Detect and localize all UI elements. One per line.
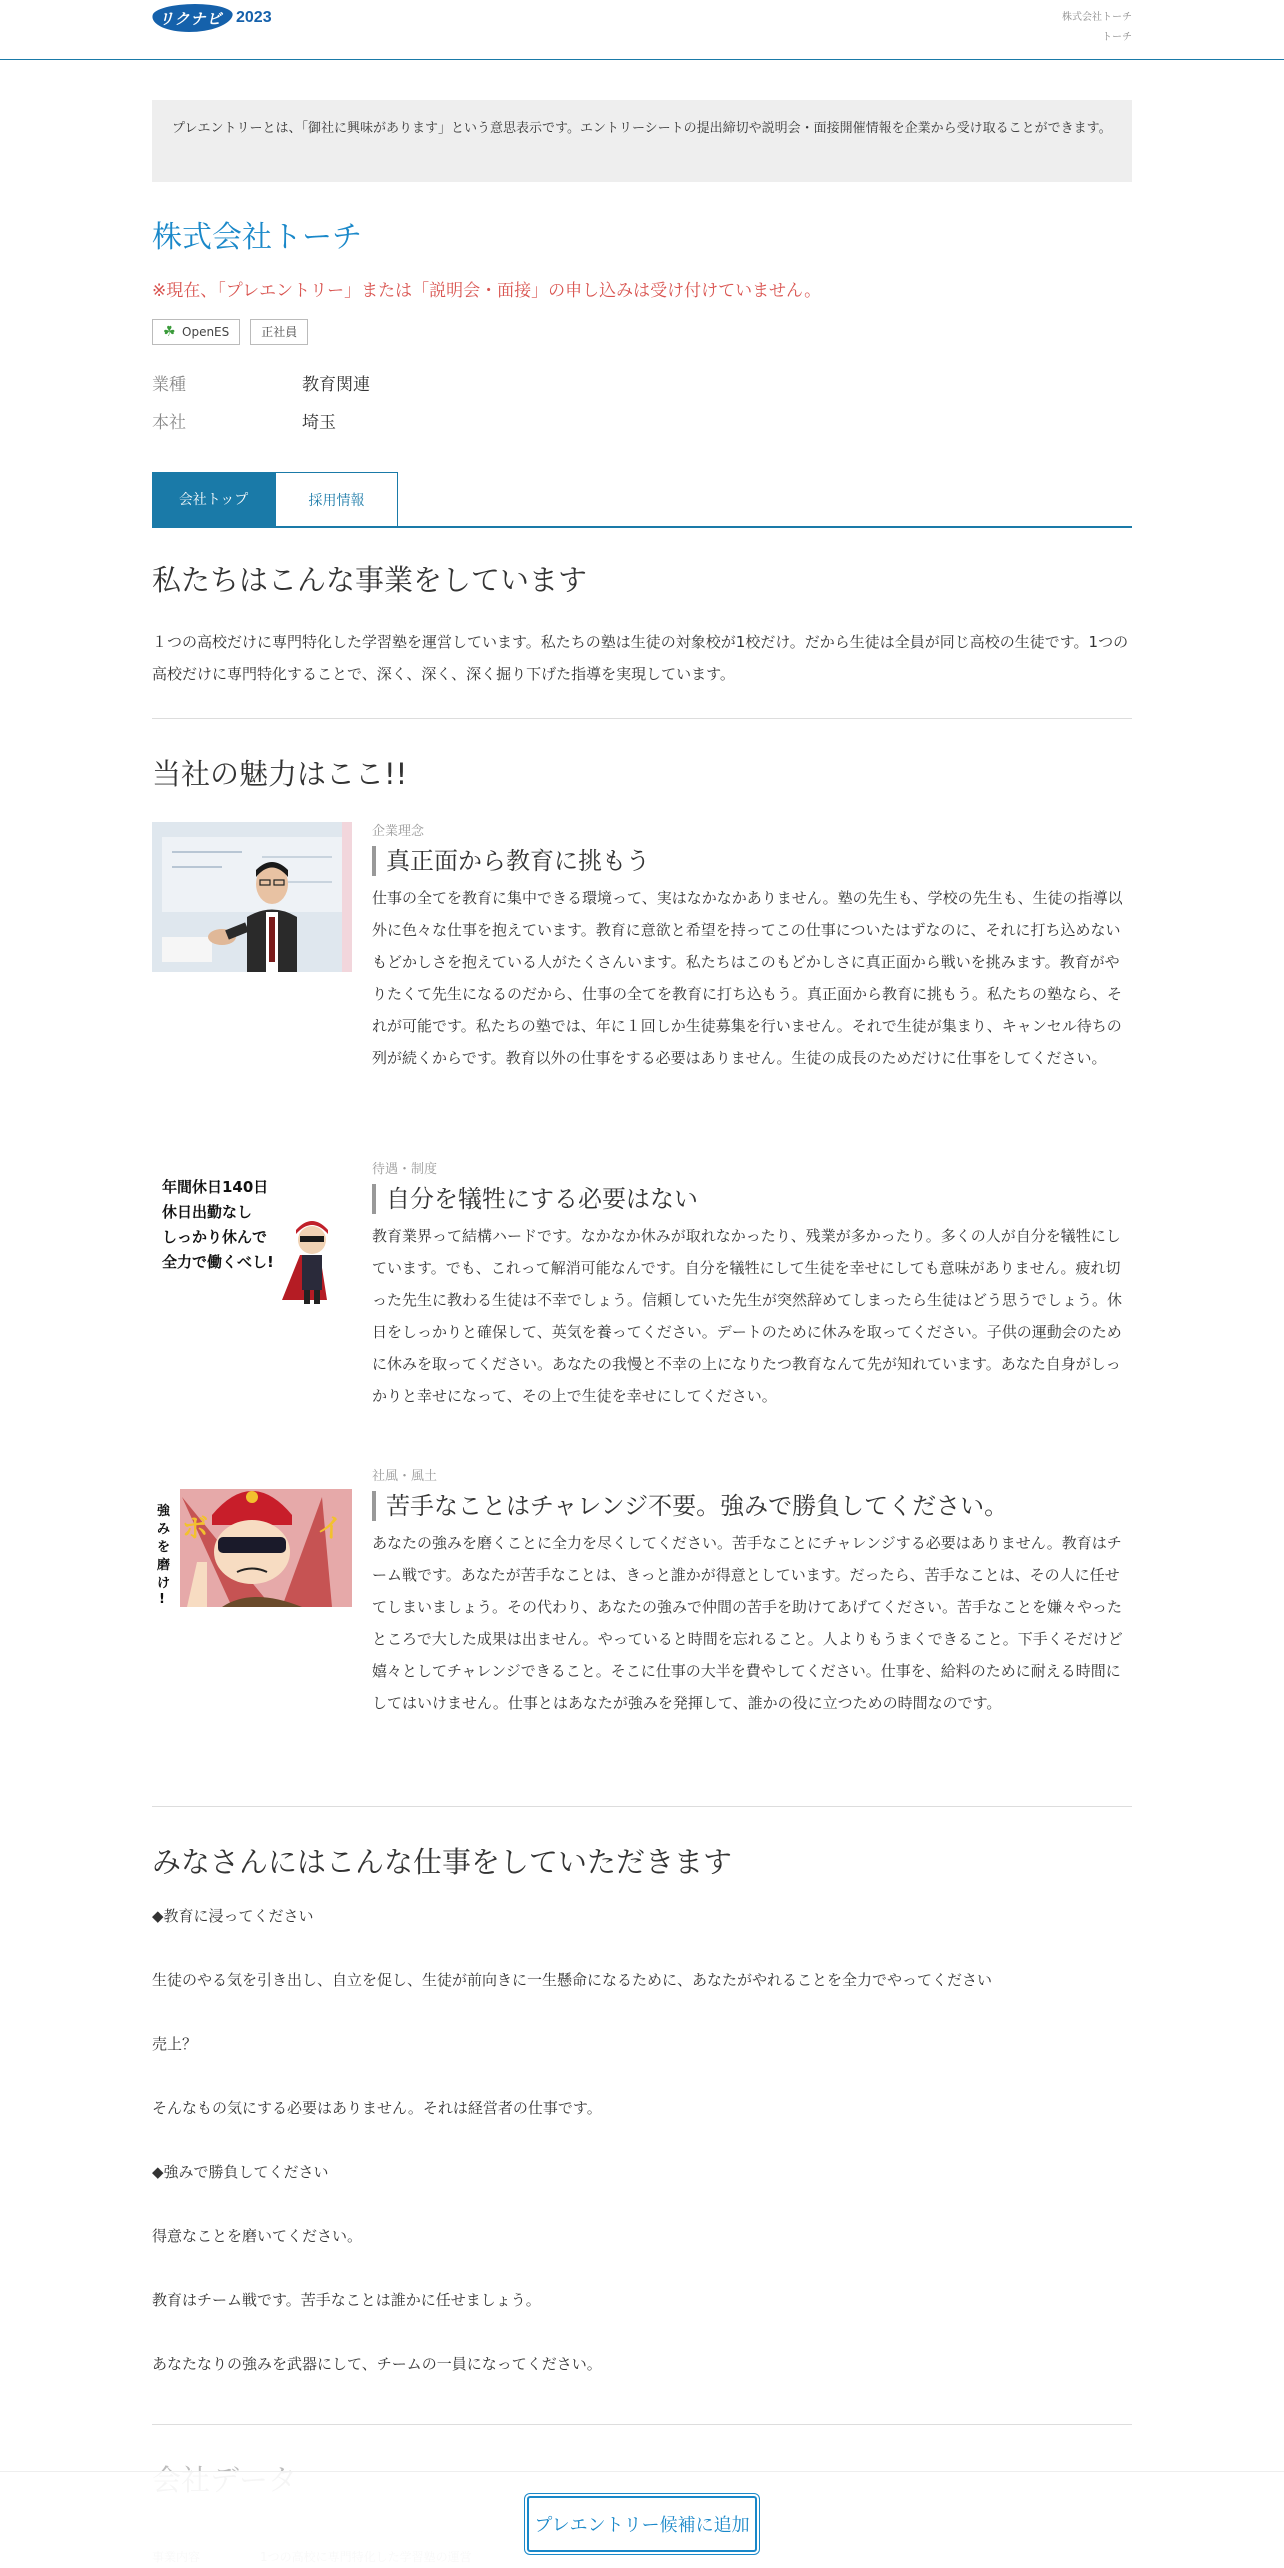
feature-title: 苦手なことはチャレンジ不要。強みで勝負してください。 xyxy=(372,1491,1132,1521)
feature-title: 真正面から教育に挑もう xyxy=(372,846,1132,876)
header-company-label xyxy=(1062,8,1132,48)
logo-mark: リクナビ xyxy=(149,4,235,32)
feature-illustration-holidays xyxy=(152,1160,352,1310)
work-paragraph: そんなもの気にする必要はありません。それは経営者の仕事です。 xyxy=(152,2099,602,2117)
rikunabi-logo[interactable] xyxy=(152,4,272,32)
svg-text:け: け xyxy=(157,1576,171,1591)
holiday-text-line1: 年間休日140日 xyxy=(162,1178,269,1196)
openes-badge xyxy=(152,319,240,345)
info-key: 本社 xyxy=(152,413,186,433)
clover-icon: ☘ xyxy=(163,324,176,340)
entry-closed-warning: ※現在、「プレエントリー」または「説明会・面接」の申し込みは受け付けていません。 xyxy=(152,281,822,301)
company-info xyxy=(152,366,1132,442)
sticky-action-bar xyxy=(0,2471,1284,2568)
business-section-title: 私たちはこんな事業をしています xyxy=(152,563,588,597)
company-tabs xyxy=(152,472,1132,528)
feature-illustration-strengths xyxy=(152,1467,352,1617)
work-paragraph: 生徒のやる気を引き出し、自立を促し、生徒が前向きに一生懸命になるために、あなたがやれることを全力でやってください xyxy=(152,1971,993,1989)
work-paragraph: ◆教育に浸ってください xyxy=(152,1907,314,1925)
company-name: 株式会社トーチ xyxy=(152,220,362,255)
feature-photo-teacher xyxy=(152,822,352,972)
svg-text:み: み xyxy=(157,1522,171,1537)
feature-body: 教育業界って結構ハードです。なかなか休みが取れなかったり、残業が多かったり。多くの人が自分を犠牲にしています。でも、これって解消可能なんです。自分を犠牲にして生徒を幸せにしても意味がありません。疲れ切った先生に教わる生徒は不幸でしょう。信頼していた先生が突然辞めてしまったら生徒はどう思うでしょう。休日をしっかりと確保して、英気を養ってください。デートのために休みを取ってください。子供の運動会のために休みを取ってください。あなたの我慢と不幸の上になりたつ教育なんて先が知れています。あなた自身がしっかりと幸せになって、その上で生徒を幸せにしてください。 xyxy=(372,1227,1123,1405)
feature-title: 自分を犠牲にする必要はない xyxy=(372,1184,1132,1214)
section-divider xyxy=(152,718,1132,719)
feature-body: 仕事の全てを教育に集中できる環境って、実はなかなかありません。塾の先生も、学校の先生も、生徒の指導以外に色々な仕事を抱えています。教育に意欲と希望を持ってこの仕事についたはずなのに、それに打ち込めないもどかしさを抱えている人がたくさんいます。私たちはこのもどかしさに真正面から戦いを挑みます。教育がやりたくて先生になるのだから、仕事の全てを教育に打ち込もう。真正面から教育に挑もう。私たちの塾なら、それが可能です。私たちの塾では、年に１回しか生徒募集を行いません。それで生徒が集まり、キャンセル待ちの列が続くからです。教育以外の仕事をする必要はありません。生徒の成長のためだけに仕事をしてください。 xyxy=(372,889,1123,1067)
feature-text xyxy=(372,1467,1132,1719)
info-row-headquarters xyxy=(152,404,1132,442)
logo-year: 2023 xyxy=(236,9,272,26)
business-section-body: １つの高校だけに専門特化した学習塾を運営しています。私たちの塾は生徒の対象校が1校だけ。だから生徒は全員が同じ高校の生徒です。1つの高校だけに専門特化することで、深く、深く、深く掘り下げた指導を実現しています。 xyxy=(152,633,1129,683)
svg-text:磨: 磨 xyxy=(157,1558,171,1573)
work-paragraph: 売上？ xyxy=(152,2035,198,2053)
feature-category: 待遇・制度 xyxy=(372,1162,438,1177)
appeal-section-title: 当社の魅力はここ!! xyxy=(152,757,408,791)
employment-type-badge xyxy=(250,319,308,345)
svg-text:ボ: ボ xyxy=(182,1514,209,1544)
header-company-short: トーチ xyxy=(1102,32,1132,43)
work-paragraph: ◆強みで勝負してください xyxy=(152,2163,329,2181)
feature-text xyxy=(372,822,1132,1074)
tab-company-top[interactable]: 会社トップ xyxy=(152,472,275,526)
work-paragraph: あなたなりの強みを武器にして、チームの一員になってください。 xyxy=(152,2355,602,2373)
info-value: 埼玉 xyxy=(302,413,336,433)
header-company-name: 株式会社トーチ xyxy=(1062,12,1132,23)
holiday-text-line3: しっかり休んで xyxy=(162,1228,268,1246)
svg-text:イ: イ xyxy=(317,1514,344,1544)
tab-recruitment-info[interactable]: 採用情報 xyxy=(275,472,398,526)
strength-text: 強 xyxy=(157,1504,171,1519)
info-value: 教育関連 xyxy=(302,375,370,395)
site-header xyxy=(0,0,1284,60)
info-key: 業種 xyxy=(152,375,186,395)
badge-list xyxy=(152,319,1132,345)
section-divider xyxy=(152,2424,1132,2425)
work-paragraph: 教育はチーム戦です。苦手なことは誰かに任せましょう。 xyxy=(152,2291,541,2309)
work-section-title: みなさんにはこんな仕事をしていただきます xyxy=(152,1845,733,1879)
work-section-body xyxy=(152,1900,1132,2412)
badge-label: OpenES xyxy=(182,325,230,339)
feature-category: 企業理念 xyxy=(372,824,425,839)
section-divider xyxy=(152,1806,1132,1807)
add-pre-entry-candidate-button[interactable]: プレエントリー候補に追加 xyxy=(527,2496,757,2552)
badge-label: 正社員 xyxy=(261,325,298,339)
holiday-text-line4: 全力で働くべし! xyxy=(162,1253,274,1271)
feature-body: あなたの強みを磨くことに全力を尽くしてください。苦手なことにチャレンジする必要はありません。教育はチーム戦です。あなたが苦手なことは、きっと誰かが得意としています。だったら、苦手なことは、その人に任せてしまいましょう。その代わり、あなたの強みで仲間の苦手を助けてあげてください。苦手なことを嫌々やったところで大した成果は出ません。やっていると時間を忘れること。人よりもうまくできること。下手くそだけど嬉々としてチャレンジできること。そこに仕事の大半を費やしてください。仕事を、給料のために耐える時間にしてはいけません。仕事とはあなたが強みを発揮して、誰かの役に立つための時間なのです。 xyxy=(372,1534,1123,1712)
pre-entry-notice: プレエントリーとは、「御社に興味があります」という意思表示です。エントリーシートの提出締切や説明会・面接開催情報を企業から受け取ることができます。 xyxy=(152,100,1132,182)
work-paragraph: 得意なことを磨いてください。 xyxy=(152,2227,363,2245)
svg-text:を: を xyxy=(157,1540,171,1555)
holiday-text-line2: 休日出勤なし xyxy=(162,1203,253,1221)
feature-category: 社風・風土 xyxy=(372,1469,438,1484)
feature-text xyxy=(372,1160,1132,1412)
info-row-industry xyxy=(152,366,1132,404)
svg-text:!: ! xyxy=(159,1592,165,1607)
